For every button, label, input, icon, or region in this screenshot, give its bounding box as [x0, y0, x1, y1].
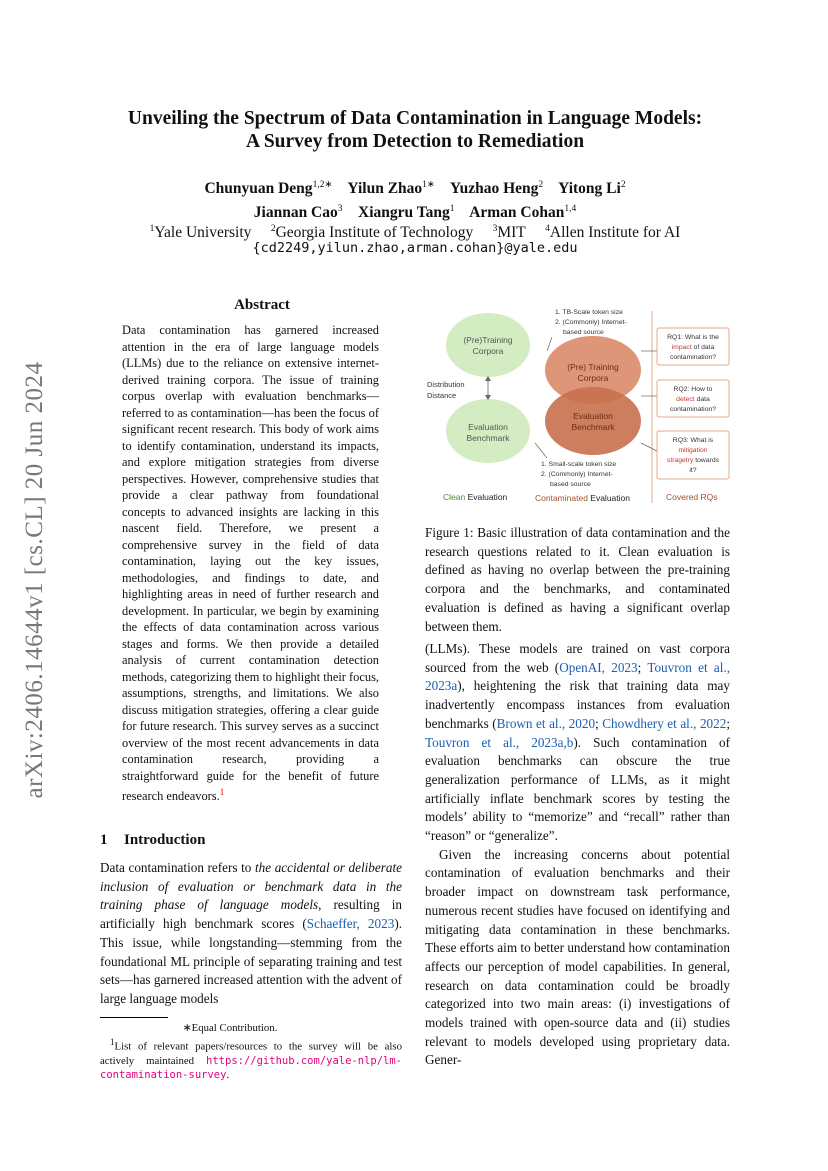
note-top-3: based source: [563, 329, 604, 336]
citation-link[interactable]: Touvron et al., 2023a,b: [425, 734, 574, 750]
rq3-line-3: stragetry towards: [666, 457, 720, 464]
distance-label: Distribution: [427, 380, 465, 389]
rq3-connector: [641, 443, 657, 451]
figure-contamination-diagram: [425, 303, 730, 513]
note-top-pointer: [547, 337, 552, 351]
footnotes: [100, 1021, 402, 1082]
rq3-line-1: RQ3: What is: [672, 437, 714, 444]
affiliation: Allen Institute for AI: [549, 224, 681, 242]
citation-link[interactable]: Chowdhery et al., 2022: [602, 715, 727, 731]
footnote-1: $^1$List of relevant papers/resources to the survey will be also actively maintained https://github.com/yale-nlp/lm-contamination-survey.: [100, 1037, 402, 1081]
rq1-line-3: contamination?: [669, 354, 717, 361]
paper-title: [100, 107, 730, 153]
citation-link[interactable]: Touvron et al., 2023a: [425, 659, 730, 694]
distance-label-2: Distance: [427, 391, 457, 400]
arxiv-identifier: [14, 300, 56, 860]
author: Chunyuan Deng: [204, 180, 313, 198]
note-top-1: 1. TB-Scale token size: [555, 309, 623, 316]
rq2-line-3: contamination?: [669, 406, 717, 413]
label-contaminated-evaluation: Contaminated Evaluation: [535, 493, 630, 503]
author: Jiannan Cao: [253, 204, 338, 222]
clean-benchmark-label-2: Benchmark: [466, 433, 510, 443]
paragraph: (LLMs). These models are trained on vast corpora sourced from the web (OpenAI, 2023; Touvron et al., 2023a), heightening the risk that training data may inadvertently encompass instances from evaluation benchmarks (Brown et al., 2020; Chowdhery et al., 2022; Touvron et al., 2023a,b). Such contamination of evaluation benchmarks can obscure the true generalization performance of LLMs, as it might artificially inflate benchmark scores by testing the models’ ability to “memorize” and “recall” rather than “reason” or “generalize”.: [425, 641, 730, 844]
affiliation: Georgia Institute of Technology: [275, 224, 474, 242]
cont-benchmark-label: Evaluation: [573, 411, 613, 421]
author-emails: {cd2249,yilun.zhao,arman.cohan}@yale.edu: [252, 240, 578, 256]
note-bot-2: 2. (Commonly) Internet-: [541, 471, 613, 478]
affiliation: Yale University: [154, 224, 252, 242]
clean-corpora-label: (Pre)Training: [463, 335, 513, 345]
clean-corpora-ellipse: [446, 313, 530, 377]
paragraph: Given the increasing concerns about potential contamination of evaluation benchmarks and their broader impact on downstream task performance, numerous recent studies have focused on identifying and mitigating data contamination in these benchmarks. These efforts aim to better understand how contamination affects our perception of model capabilities. In general, research on data contamination could be broadly categorized into two main areas: (i) investigations of models trained with open-source data and (ii) studies relevant to models developed using proprietary data. Gener-: [425, 846, 730, 1068]
rq2-line-2: detect data: [676, 396, 710, 403]
author: Yilun Zhao: [347, 180, 423, 198]
affiliation: MIT: [497, 224, 526, 242]
intro-paragraph: Data contamination refers to the accidental or deliberate inclusion of evaluation or benchmark data in the training phase of language models, resulting in artificially high benchmark scores (Schaeffer, 2023). This issue, while longstanding—stemming from the foundational ML principle of separating training and test sets—has garnered increased attention with the advent of large language models: [100, 860, 403, 1006]
author-list: Chunyuan Deng$^{1,2∗}$ Yilun Zhao$^{1∗}$ Yuzhao Heng$^2$ Yitong Li$^2$ Jiannan Cao$^3$ Xiangru Tang$^1$ Arman Cohan$^{1,4}$: [204, 180, 626, 222]
clean-benchmark-label: Evaluation: [468, 422, 508, 432]
clean-corpora-label-2: Corpora: [472, 346, 504, 356]
note-bot-pointer: [535, 443, 547, 458]
cont-corpora-label-2: Corpora: [577, 373, 609, 383]
cont-benchmark-label-2: Benchmark: [571, 422, 615, 432]
abstract-heading: Abstract: [234, 297, 290, 313]
rq3-line-2: mitigation: [678, 447, 708, 454]
rq2-line-1: RQ2: How to: [673, 386, 713, 393]
citation-link[interactable]: OpenAI, 2023: [559, 659, 638, 675]
footnote-equal: ∗Equal Contribution.: [182, 1022, 278, 1034]
label-covered-rqs: Covered RQs: [666, 492, 718, 502]
author: Yuzhao Heng: [449, 180, 539, 198]
note-top-2: 2. (Commonly) Internet-: [555, 319, 627, 326]
cont-corpora-label: (Pre) Training: [567, 362, 619, 372]
citation-link[interactable]: Brown et al., 2020: [496, 715, 596, 731]
rq1-line-2: impact of data: [671, 344, 715, 351]
rq3-line-4: it?: [689, 467, 697, 474]
note-bot-3: based source: [550, 481, 591, 488]
footnote-rule: [100, 1017, 168, 1018]
title-line-2: A Survey from Detection to Remediation: [245, 131, 585, 152]
affiliations: $^1$Yale University $^2$Georgia Institute of Technology $^3$MIT $^4$Allen Institute for AI: [149, 224, 681, 242]
citation-link[interactable]: Schaeffer, 2023: [306, 916, 395, 932]
cont-benchmark-ellipse: [545, 387, 641, 455]
author: Yitong Li: [558, 180, 621, 198]
arxiv-identifier-text: arXiv:2406.14644v1 [cs.CL] 20 Jun 2024: [21, 361, 48, 799]
repo-link[interactable]: https://github.com/yale-nlp/lm-contamination-survey: [100, 1054, 402, 1081]
right-column-text: [425, 640, 730, 1070]
rq1-line-1: RQ1: What is the: [667, 334, 719, 341]
section-number: 1: [100, 832, 108, 848]
author: Xiangru Tang: [358, 204, 450, 222]
note-bot-1: 1. Small-scale token size: [541, 461, 617, 468]
section-title: Introduction: [124, 832, 206, 848]
section-heading: [100, 832, 205, 849]
abstract-text: Data contamination has garnered increased attention in the era of large language models (LLMs) due to the reliance on extensive internet-derived training corpora. The issue of training corpus overlap with evaluation benchmarks—referred to as contamination—has been the focus of significant recent research. This body of work aims to identify contamination, understand its impacts, and explore mitigation strategies from diverse perspectives. However, comprehensive studies that provide a clear pathway from foundational concepts to advanced insights are lacking in this nascent field. Therefore, we present a comprehensive survey in the field of data contamination, laying out the key issues, methodologies, and findings to date, and highlighting areas in need of further research and development. In particular, we begin by examining the effects of data contamination across various stages and forms. We then provide a detailed analysis of current contamination detection methods, categorizing them to highlight their focus, assumptions, strengths, and limitations. We also discuss mitigation strategies, offering a clear guide for future research. This survey serves as a succinct overview of the most recent advancements in data contamination research, providing a straightforward guide for the benefit of future research endeavors.$^1$: [122, 323, 379, 804]
title-line-1: Unveiling the Spectrum of Data Contamination in Language Models:: [127, 108, 703, 129]
footnote-ref[interactable]: 1: [219, 787, 225, 797]
label-clean-evaluation: Clean Evaluation: [443, 492, 508, 502]
figure-caption: Figure 1: Basic illustration of data contamination and the research questions related to it. Clean evaluation is defined as having no overlap between the pre-training corpora and the benchmarks, and contaminated evaluation is defined as having a significant overlap between them.: [425, 525, 730, 634]
author: Arman Cohan: [469, 204, 565, 222]
